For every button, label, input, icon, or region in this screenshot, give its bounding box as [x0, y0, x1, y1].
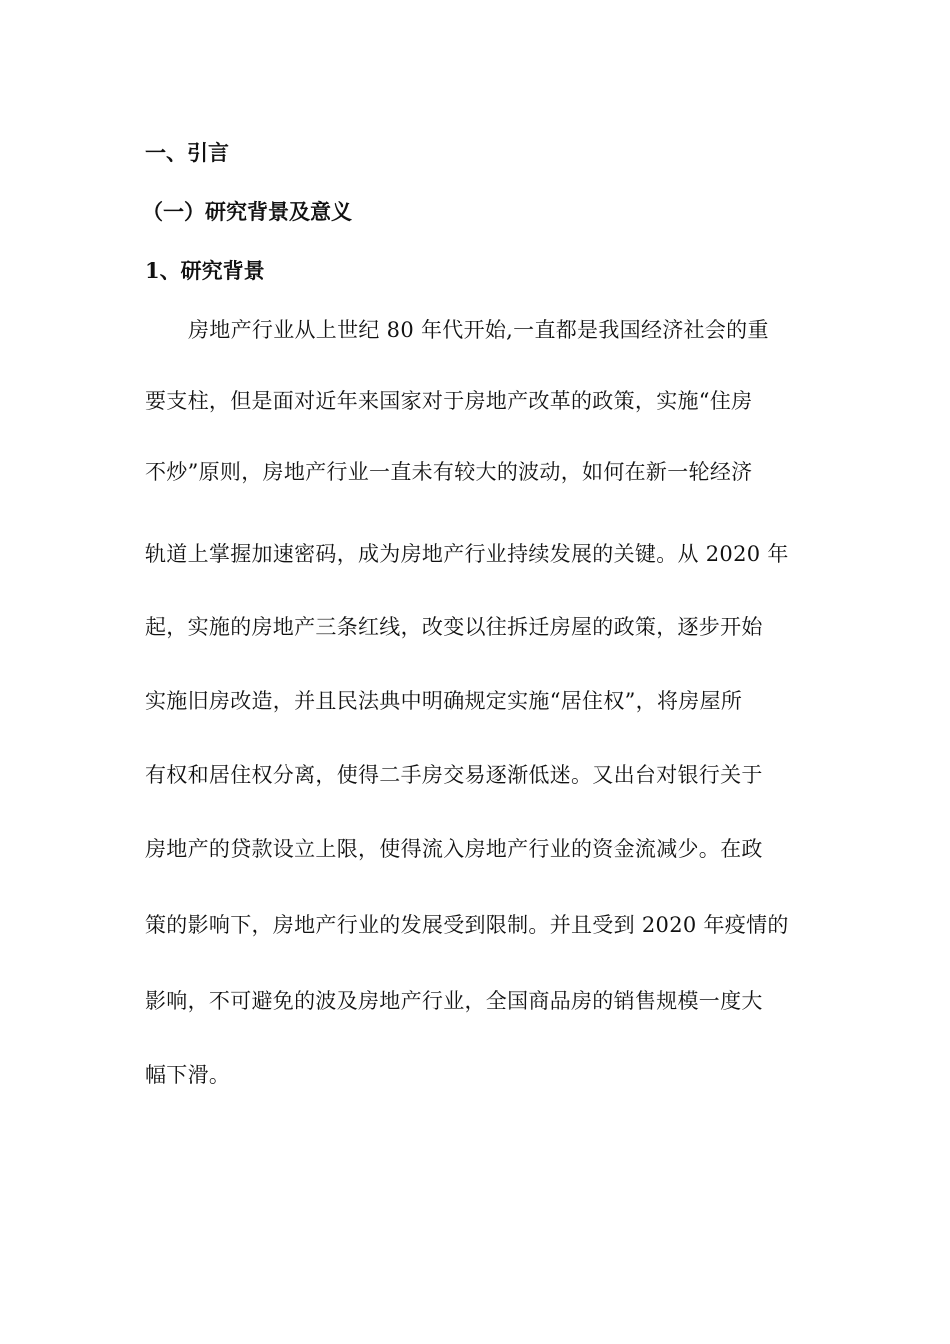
- paragraph-line: 影响，不可避免的波及房地产行业，全国商品房的销售规模一度大: [145, 989, 763, 1013]
- subsection-heading: （一）研究背景及意义: [142, 199, 352, 224]
- paragraph-line: 房地产的贷款设立上限，使得流入房地产行业的资金流减少。在政: [145, 837, 763, 861]
- subsubsection-heading: 1、研究背景: [145, 258, 265, 283]
- paragraph-line: 房地产行业从上世纪 80 年代开始,一直都是我国经济社会的重: [188, 318, 769, 342]
- paragraph-line: 有权和居住权分离，使得二手房交易逐渐低迷。又出台对银行关于: [145, 763, 763, 787]
- paragraph-line: 策的影响下，房地产行业的发展受到限制。并且受到 2020 年疫情的: [145, 913, 789, 937]
- paragraph-line: 轨道上掌握加速密码，成为房地产行业持续发展的关键。从 2020 年: [145, 542, 789, 566]
- paragraph-line: 不炒”原则，房地产行业一直未有较大的波动，如何在新一轮经济: [145, 460, 753, 484]
- paragraph-line: 要支柱，但是面对近年来国家对于房地产改革的政策，实施“住房: [145, 389, 753, 413]
- section-heading: 一、引言: [145, 140, 229, 165]
- paragraph-line: 起，实施的房地产三条红线，改变以往拆迁房屋的政策，逐步开始: [145, 615, 763, 639]
- paragraph-line: 实施旧房改造，并且民法典中明确规定实施“居住权”，将房屋所: [145, 689, 743, 713]
- paragraph-line: 幅下滑。: [145, 1063, 231, 1087]
